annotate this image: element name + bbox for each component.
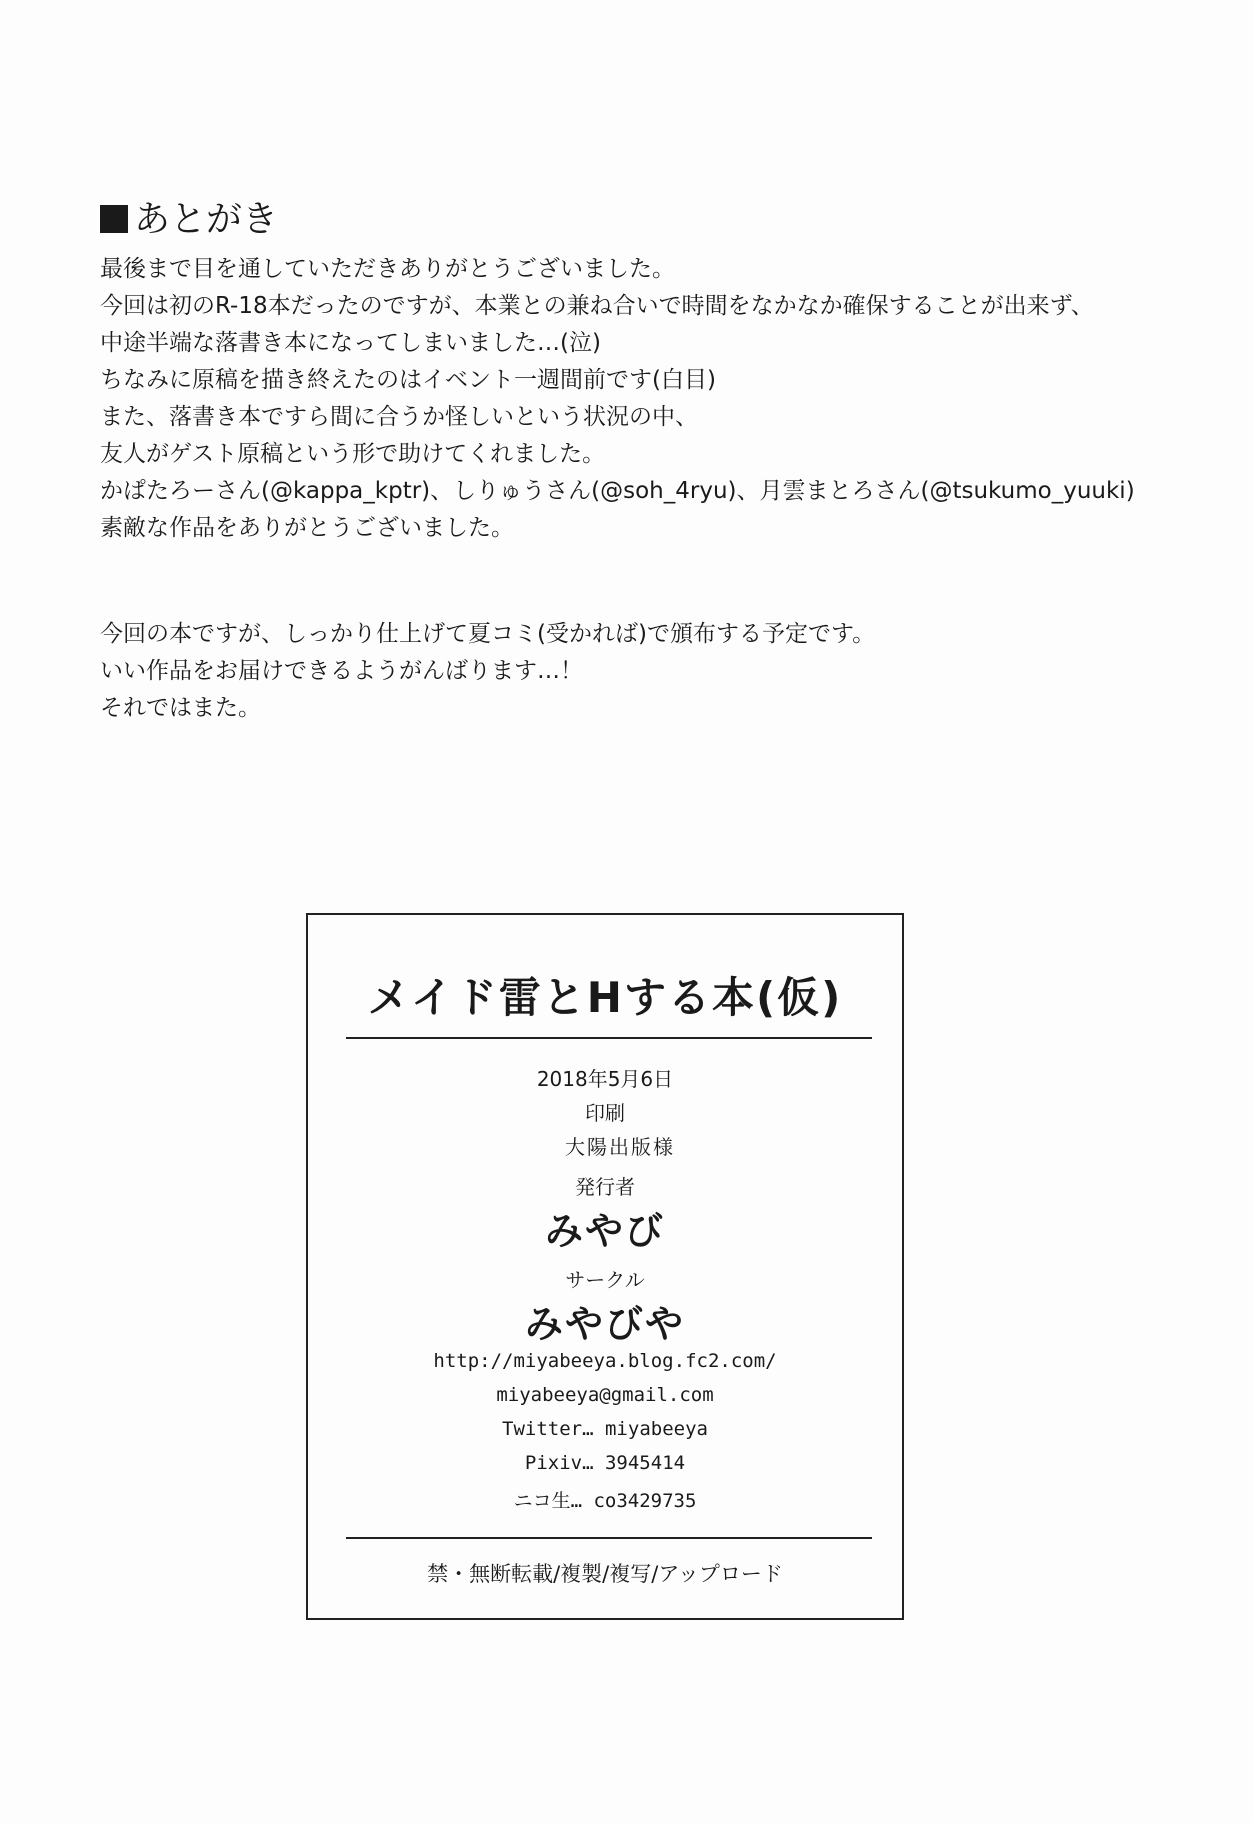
pixiv-id: Pixiv… 3945414 <box>524 1452 686 1474</box>
book-title: メイド雷とHする本(仮) <box>367 973 843 1022</box>
afterword-paragraph-1 <box>100 251 1150 547</box>
publisher-name: みやび <box>544 1209 665 1253</box>
text-line: 今回の本ですが、しっかり仕上げて夏コミ(受かれば)で頒布する予定です。 <box>100 621 876 647</box>
text-line: それではまた。 <box>100 695 261 721</box>
text-line: 友人がゲスト原稿という形で助けてくれました。 <box>100 441 606 467</box>
circle-label: サークル <box>565 1268 645 1292</box>
twitter-handle: Twitter… miyabeeya <box>502 1418 708 1440</box>
publication-date: 2018年5月6日 <box>536 1067 674 1091</box>
printing-label: 印刷 <box>585 1101 625 1125</box>
text-line: また、落書き本ですら間に合うか怪しいという状況の中、 <box>100 404 698 430</box>
colophon-box <box>306 913 904 1620</box>
text-line: 中途半端な落書き本になってしまいました…(泣) <box>100 330 601 356</box>
email-address: miyabeeya@gmail.com <box>496 1384 714 1406</box>
text-line: 今回は初のR-18本だったのですが、本業との兼ね合いで時間をなかなか確保することが出来ず、 <box>100 293 1094 319</box>
afterword-section <box>100 195 1150 727</box>
square-bullet-icon <box>100 205 128 233</box>
footer-divider <box>346 1537 872 1539</box>
publisher-label: 発行者 <box>575 1175 635 1199</box>
afterword-heading-text: あとがき <box>134 199 279 240</box>
text-line: ちなみに原稿を描き終えたのはイベント一週間前です(白目) <box>100 367 716 393</box>
text-line: いい作品をお届けできるようがんばります…！ <box>100 658 583 684</box>
niconama-id: ニコ生… co3429735 <box>513 1490 697 1512</box>
website-url: http://miyabeeya.blog.fc2.com/ <box>433 1350 777 1372</box>
afterword-paragraph-2 <box>100 616 1150 727</box>
text-line: かぱたろーさん(@kappa_kptr)、しりゅうさん(@soh_4ryu)、月雲まとろさん(@tsukumo_yuuki) <box>100 478 1135 504</box>
paragraph-gap <box>100 547 1150 616</box>
prohibition-notice: 禁・無断転載/複製/複写/アップロード <box>427 1562 783 1586</box>
text-line: 素敵な作品をありがとうございました。 <box>100 515 514 541</box>
text-line: 最後まで目を通していただきありがとうございました。 <box>100 256 675 282</box>
circle-name: みやびや <box>524 1302 685 1346</box>
afterword-heading <box>100 195 1150 245</box>
title-divider <box>346 1037 872 1039</box>
printer-name: 大陽出版様 <box>565 1135 675 1159</box>
